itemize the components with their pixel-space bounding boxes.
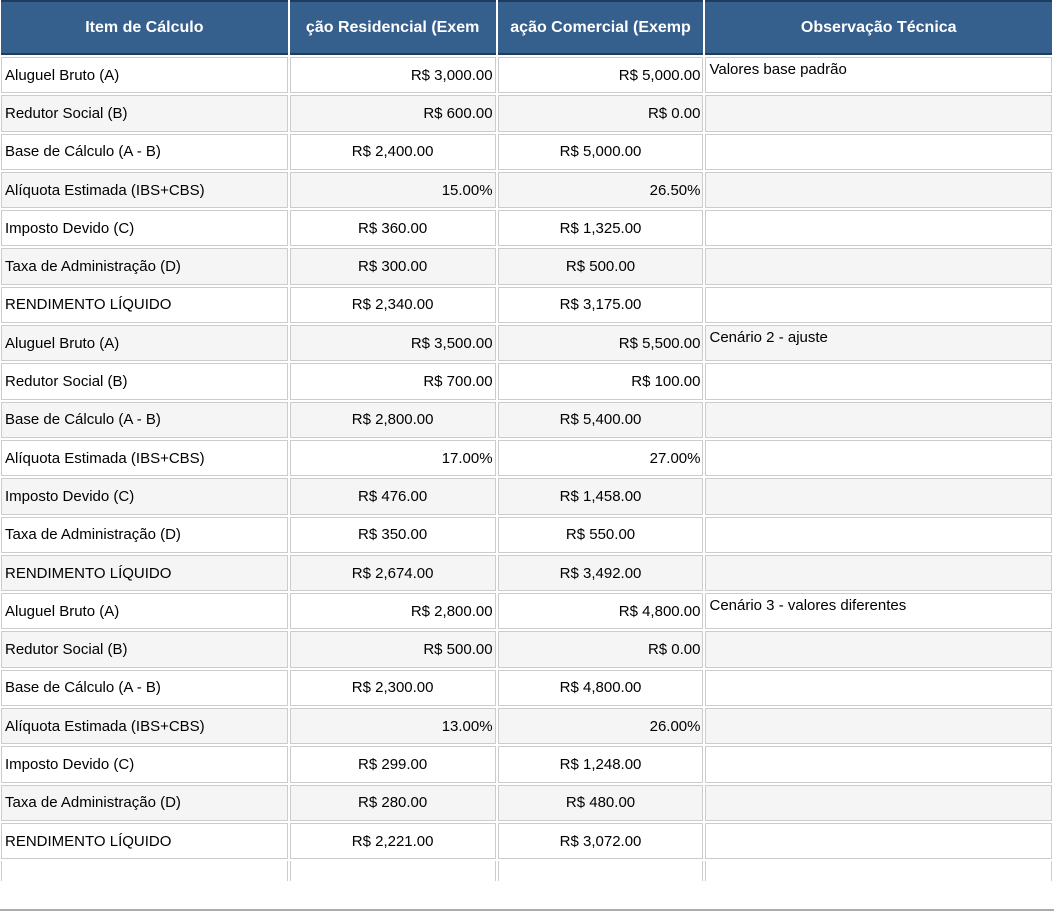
partial-cell: [705, 861, 1052, 881]
residencial-value-cell: 15.00%: [290, 172, 496, 208]
item-cell: RENDIMENTO LÍQUIDO: [1, 823, 288, 859]
item-cell: Aluguel Bruto (A): [1, 325, 288, 361]
table-row: [1, 593, 1052, 629]
comercial-value-cell: R$ 1,325.00: [498, 210, 704, 246]
table-row: [1, 746, 1052, 782]
item-cell: Redutor Social (B): [1, 363, 288, 399]
item-cell: Taxa de Administração (D): [1, 785, 288, 821]
item-cell: Taxa de Administração (D): [1, 248, 288, 284]
table-row: [1, 517, 1052, 553]
comercial-value-cell: 26.50%: [498, 172, 704, 208]
item-cell: Base de Cálculo (A - B): [1, 670, 288, 706]
observacao-cell: [705, 785, 1052, 821]
residencial-value-cell: R$ 3,000.00: [290, 57, 496, 93]
item-cell: Redutor Social (B): [1, 631, 288, 667]
partial-cell: [498, 861, 704, 881]
table-row: [1, 440, 1052, 476]
item-cell: Imposto Devido (C): [1, 478, 288, 514]
item-cell: Taxa de Administração (D): [1, 517, 288, 553]
comercial-value-cell: R$ 3,492.00: [498, 555, 704, 591]
observacao-cell: [705, 172, 1052, 208]
item-cell: RENDIMENTO LÍQUIDO: [1, 287, 288, 323]
column-header-residencial: ção Residencial (Exem: [290, 0, 496, 55]
residencial-value-cell: R$ 2,800.00: [290, 593, 496, 629]
comercial-value-cell: R$ 4,800.00: [498, 593, 704, 629]
comercial-value-cell: R$ 5,000.00: [498, 134, 704, 170]
table-row: [1, 210, 1052, 246]
item-cell: Base de Cálculo (A - B): [1, 402, 288, 438]
table-row: [1, 402, 1052, 438]
item-cell: Alíquota Estimada (IBS+CBS): [1, 172, 288, 208]
residencial-value-cell: 13.00%: [290, 708, 496, 744]
observacao-cell: [705, 478, 1052, 514]
item-cell: Imposto Devido (C): [1, 746, 288, 782]
table-row: [1, 823, 1052, 859]
residencial-value-cell: R$ 2,400.00: [290, 134, 496, 170]
comercial-value-cell: R$ 5,500.00: [498, 325, 704, 361]
table-row: [1, 325, 1052, 361]
table-row: [1, 670, 1052, 706]
observacao-cell: [705, 823, 1052, 859]
comercial-value-cell: R$ 480.00: [498, 785, 704, 821]
comercial-value-cell: R$ 1,248.00: [498, 746, 704, 782]
comercial-value-cell: R$ 1,458.00: [498, 478, 704, 514]
column-header-comercial: ação Comercial (Exemp: [498, 0, 704, 55]
residencial-value-cell: R$ 600.00: [290, 95, 496, 131]
table-row: [1, 478, 1052, 514]
partial-cell: [290, 861, 496, 881]
observacao-cell: [705, 670, 1052, 706]
observacao-cell: Cenário 2 - ajuste: [705, 325, 1052, 361]
observacao-cell: Cenário 3 - valores diferentes: [705, 593, 1052, 629]
item-cell: Aluguel Bruto (A): [1, 593, 288, 629]
observacao-cell: [705, 746, 1052, 782]
table-header: [1, 0, 1052, 55]
table-row: [1, 363, 1052, 399]
table-row: [1, 57, 1052, 93]
table-body: [1, 57, 1052, 881]
item-cell: RENDIMENTO LÍQUIDO: [1, 555, 288, 591]
table-row: [1, 95, 1052, 131]
residencial-value-cell: R$ 2,221.00: [290, 823, 496, 859]
residencial-value-cell: R$ 500.00: [290, 631, 496, 667]
item-cell: Alíquota Estimada (IBS+CBS): [1, 708, 288, 744]
item-cell: Imposto Devido (C): [1, 210, 288, 246]
observacao-cell: [705, 95, 1052, 131]
table-row: [1, 248, 1052, 284]
comercial-value-cell: 27.00%: [498, 440, 704, 476]
header-row: [1, 0, 1052, 55]
item-cell: Aluguel Bruto (A): [1, 57, 288, 93]
table-row: [1, 708, 1052, 744]
observacao-cell: [705, 555, 1052, 591]
residencial-value-cell: R$ 700.00: [290, 363, 496, 399]
item-cell: Base de Cálculo (A - B): [1, 134, 288, 170]
residencial-value-cell: R$ 300.00: [290, 248, 496, 284]
item-cell: Redutor Social (B): [1, 95, 288, 131]
comercial-value-cell: R$ 0.00: [498, 95, 704, 131]
residencial-value-cell: R$ 2,300.00: [290, 670, 496, 706]
comercial-value-cell: R$ 550.00: [498, 517, 704, 553]
observacao-cell: [705, 363, 1052, 399]
column-header-observacao: Observação Técnica: [705, 0, 1052, 55]
residencial-value-cell: R$ 360.00: [290, 210, 496, 246]
observacao-cell: [705, 248, 1052, 284]
table-row: [1, 287, 1052, 323]
comercial-value-cell: R$ 3,072.00: [498, 823, 704, 859]
item-cell: Alíquota Estimada (IBS+CBS): [1, 440, 288, 476]
observacao-cell: [705, 631, 1052, 667]
observacao-cell: [705, 134, 1052, 170]
comercial-value-cell: 26.00%: [498, 708, 704, 744]
observacao-cell: [705, 210, 1052, 246]
comercial-value-cell: R$ 500.00: [498, 248, 704, 284]
comercial-value-cell: R$ 0.00: [498, 631, 704, 667]
column-header-item: Item de Cálculo: [1, 0, 288, 55]
residencial-value-cell: R$ 2,340.00: [290, 287, 496, 323]
residencial-value-cell: R$ 476.00: [290, 478, 496, 514]
residencial-value-cell: R$ 280.00: [290, 785, 496, 821]
table-row: [1, 631, 1052, 667]
observacao-cell: [705, 287, 1052, 323]
residencial-value-cell: R$ 350.00: [290, 517, 496, 553]
partial-row: [1, 861, 1052, 881]
observacao-cell: [705, 708, 1052, 744]
observacao-cell: [705, 517, 1052, 553]
comercial-value-cell: R$ 5,400.00: [498, 402, 704, 438]
table-row: [1, 555, 1052, 591]
comercial-value-cell: R$ 3,175.00: [498, 287, 704, 323]
observacao-cell: Valores base padrão: [705, 57, 1052, 93]
table-row: [1, 785, 1052, 821]
table-row: [1, 172, 1052, 208]
table-row: [1, 134, 1052, 170]
observacao-cell: [705, 440, 1052, 476]
observacao-cell: [705, 402, 1052, 438]
residencial-value-cell: R$ 3,500.00: [290, 325, 496, 361]
comercial-value-cell: R$ 4,800.00: [498, 670, 704, 706]
residencial-value-cell: 17.00%: [290, 440, 496, 476]
comercial-value-cell: R$ 5,000.00: [498, 57, 704, 93]
residencial-value-cell: R$ 299.00: [290, 746, 496, 782]
residencial-value-cell: R$ 2,800.00: [290, 402, 496, 438]
partial-cell: [1, 861, 288, 881]
residencial-value-cell: R$ 2,674.00: [290, 555, 496, 591]
comercial-value-cell: R$ 100.00: [498, 363, 704, 399]
